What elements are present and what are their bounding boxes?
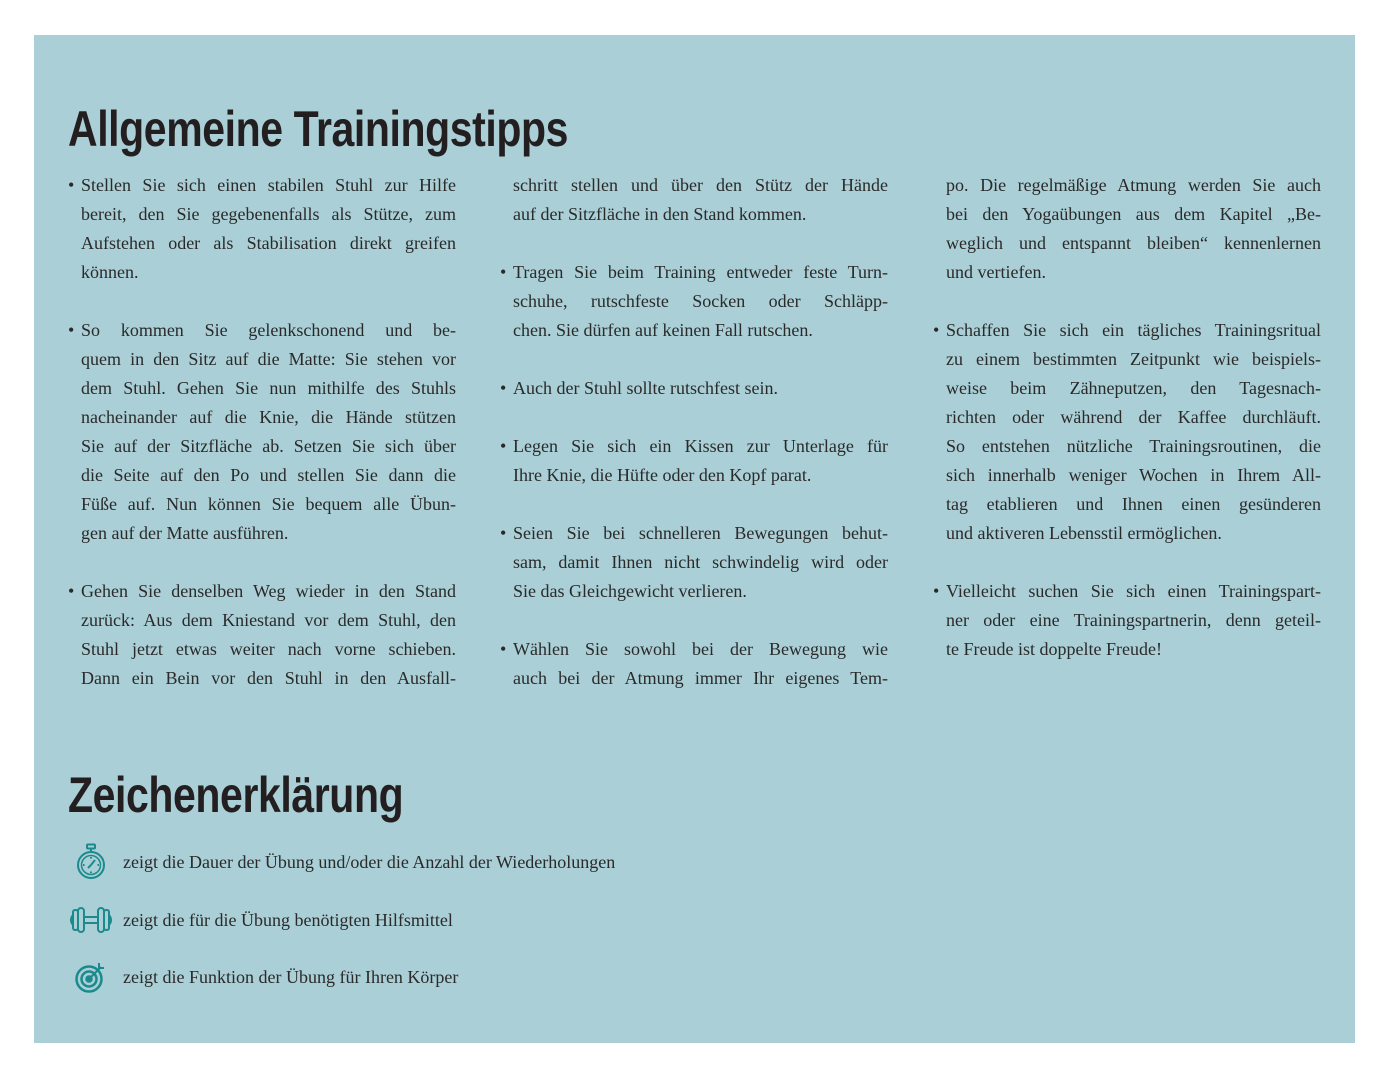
text-column-2: [500, 171, 888, 722]
tip-item: [500, 374, 888, 403]
tip-item: [68, 316, 456, 548]
tip-text-line: quem in den Sitz auf die Matte: Sie stehen vor: [81, 349, 456, 369]
tip-text-line: die Seite auf den Po und stellen Sie dann die: [81, 465, 456, 485]
tip-text-line: tag etablieren und Ihnen einen gesünderen: [946, 494, 1321, 514]
tip-text-line: zurück: Aus dem Kniestand vor dem Stuhl, den: [81, 610, 456, 630]
legend-text: zeigt die für die Übung benötigten Hilfsmittel: [123, 909, 453, 930]
tip-text-line: schritt stellen und über den Stütz der Hände: [513, 175, 888, 195]
bullet-icon: •: [68, 581, 75, 601]
tip-text-line: Tragen Sie beim Training entweder feste Turn-: [513, 262, 888, 282]
tip-text-line: Aufstehen oder als Stabilisation direkt greifen: [81, 233, 456, 253]
tip-text-line: dem Stuhl. Gehen Sie nun mithilfe des Stuhls: [81, 378, 456, 398]
text-column-1: [68, 171, 456, 722]
tip-text-line: Vielleicht suchen Sie sich einen Trainingspart-: [946, 581, 1321, 601]
tip-text-line: und aktiveren Lebensstil ermöglichen.: [946, 523, 1222, 543]
tip-text-line: Schaffen Sie sich ein tägliches Trainingsritual: [946, 320, 1321, 340]
tip-item: [68, 577, 456, 693]
tip-item: [500, 432, 888, 490]
tip-text-line: po. Die regelmäßige Atmung werden Sie auch: [946, 175, 1321, 195]
tip-text-line: bei den Yogaübungen aus dem Kapitel „Be-: [946, 204, 1321, 224]
legend-heading: Zeichenerklärung: [68, 767, 404, 823]
training-tips-heading: Allgemeine Trainingstipps: [68, 101, 569, 157]
target-icon: [68, 957, 114, 997]
tip-text-line: Sie auf der Sitzfläche ab. Setzen Sie sich über: [81, 436, 456, 456]
tip-text-line: Legen Sie sich ein Kissen zur Unterlage für: [513, 436, 888, 456]
tip-text-line: weglich und entspannt bleiben“ kennenlernen: [946, 233, 1321, 253]
tip-text-line: weise beim Zähneputzen, den Tagesnach-: [946, 378, 1321, 398]
legend-text: zeigt die Dauer der Übung und/oder die Anzahl der Wiederholungen: [123, 851, 616, 872]
tip-text-line: Auch der Stuhl sollte rutschfest sein.: [513, 378, 778, 398]
tip-item: [68, 171, 456, 287]
tip-text-line: Gehen Sie denselben Weg wieder in den Stand: [81, 581, 456, 601]
tip-text-line: So entstehen nützliche Trainingsroutinen, die: [946, 436, 1321, 456]
tip-text-line: Füße auf. Nun können Sie bequem alle Übun-: [81, 494, 456, 514]
tip-text-line: schuhe, rutschfeste Socken oder Schläpp-: [513, 291, 888, 311]
tip-text-line: sich innerhalb weniger Wochen in Ihrem All-: [946, 465, 1321, 485]
tip-text-line: bereit, den Sie gegebenenfalls als Stütze, zum: [81, 204, 456, 224]
tip-text-line: auch bei der Atmung immer Ihr eigenes Tem-: [513, 668, 888, 688]
tip-text-line: richten oder während der Kaffee durchläuft.: [946, 407, 1321, 427]
legend-item-duration: [68, 842, 615, 882]
dumbbell-icon: [68, 900, 114, 940]
tip-item: [933, 577, 1321, 664]
tip-text-line: te Freude ist doppelte Freude!: [946, 639, 1162, 659]
tip-item: [500, 635, 888, 693]
tip-text-line: Ihre Knie, die Hüfte oder den Kopf parat.: [513, 465, 812, 485]
bullet-icon: •: [500, 639, 507, 659]
legend-item-equipment: [68, 900, 453, 940]
legend-text: zeigt die Funktion der Übung für Ihren Körper: [123, 966, 459, 987]
bullet-icon: •: [933, 320, 940, 340]
bullet-icon: •: [500, 523, 507, 543]
tip-text-line: So kommen Sie gelenkschonend und be-: [81, 320, 456, 340]
tip-text-line: auf der Sitzfläche in den Stand kommen.: [513, 204, 807, 224]
tip-text-line: Seien Sie bei schnelleren Bewegungen behut-: [513, 523, 888, 543]
tip-text-line: sam, damit Ihnen nicht schwindelig wird oder: [513, 552, 888, 572]
tip-item: [513, 171, 888, 229]
legend-item-function: [68, 957, 458, 997]
tip-text-line: Dann ein Bein vor den Stuhl in den Ausfall-: [81, 668, 456, 688]
tip-item: [500, 519, 888, 606]
tip-text-line: können.: [81, 262, 139, 282]
tip-item: [500, 258, 888, 345]
tip-text-line: nacheinander auf die Knie, die Hände stützen: [81, 407, 456, 427]
tip-text-line: gen auf der Matte ausführen.: [81, 523, 289, 543]
bullet-icon: •: [68, 320, 75, 340]
tip-text-line: zu einem bestimmten Zeitpunkt wie beispiels-: [946, 349, 1321, 369]
stopwatch-icon: [68, 842, 114, 882]
tip-text-line: Stellen Sie sich einen stabilen Stuhl zur Hilfe: [81, 175, 456, 195]
tip-text-line: Wählen Sie sowohl bei der Bewegung wie: [513, 639, 888, 659]
tip-text-line: und vertiefen.: [946, 262, 1046, 282]
bullet-icon: •: [933, 581, 940, 601]
bullet-icon: •: [500, 436, 507, 456]
bullet-icon: •: [68, 175, 75, 195]
tip-text-line: Stuhl jetzt etwas weiter nach vorne schieben.: [81, 639, 456, 659]
tip-text-line: chen. Sie dürfen auf keinen Fall rutschen.: [513, 320, 813, 340]
tip-item: [946, 171, 1321, 287]
tip-text-line: ner oder eine Trainingspartnerin, denn geteil-: [946, 610, 1321, 630]
text-column-3: [933, 171, 1321, 693]
tip-text-line: Sie das Gleichgewicht verlieren.: [513, 581, 747, 601]
bullet-icon: •: [500, 378, 507, 398]
bullet-icon: •: [500, 262, 507, 282]
tip-item: [933, 316, 1321, 548]
